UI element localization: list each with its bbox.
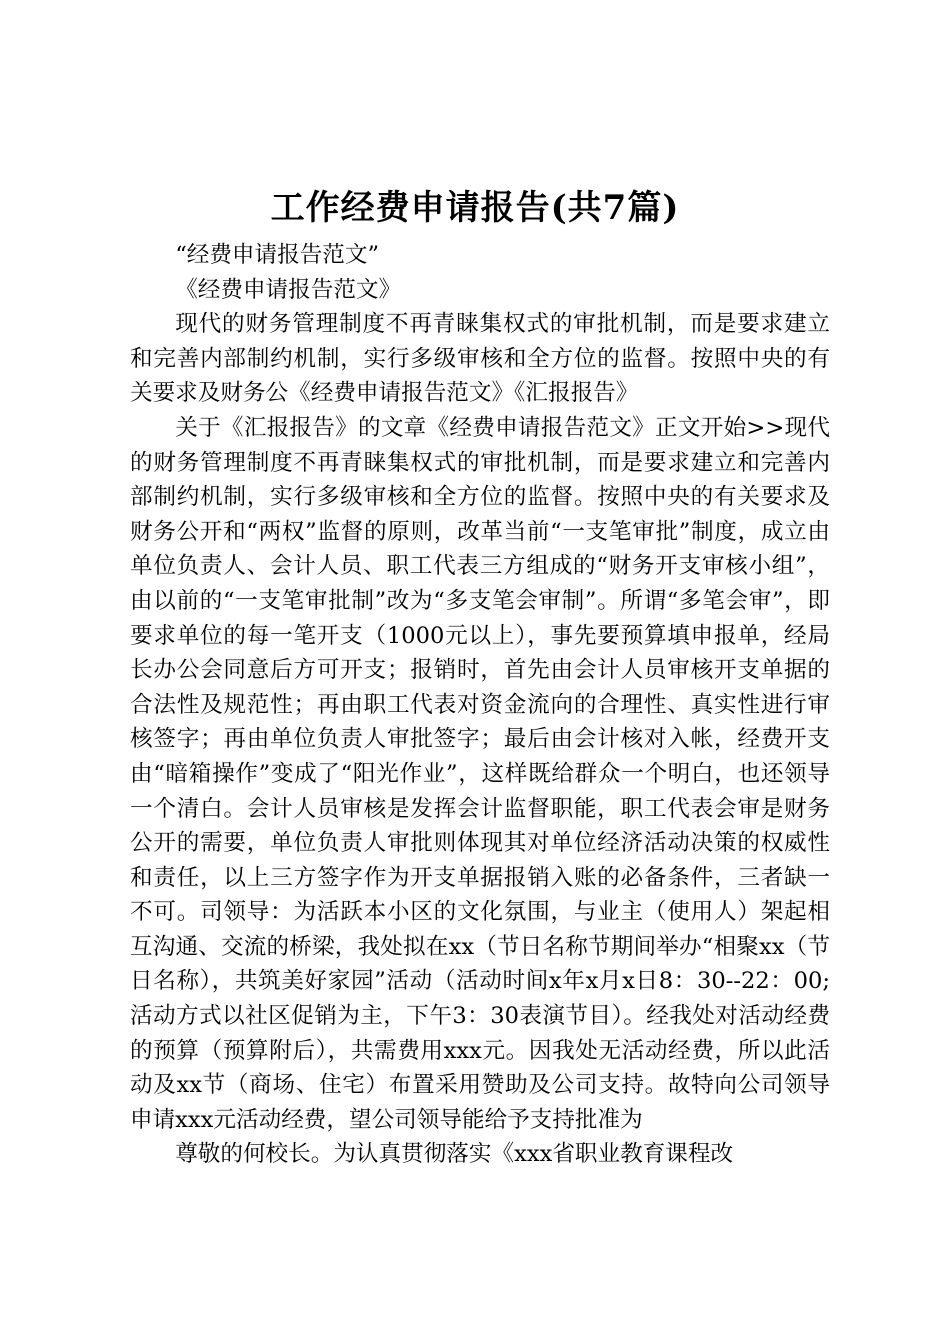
paragraph-4: 关于《汇报报告》的文章《经费申请报告范文》正文开始>>现代的财务管理制度不再青睐集权式的审批机制，而是要求建立和完善内部制约机制，实行多级审核和全方位的监督。按照中央的有关要求及财务公开和“两权”监督的原则，改革当前“一支笔审批”制度，成立由单位负责人、会计人员、职工代表三方组成的“财务开支审核小组”，由以前的“一支笔审批制”改为“多支笔会审制”。所谓“多笔会审”，即要求单位的每一笔开支（1000元以上），事先要预算填申报单，经局长办公会同意后方可开支；报销时，首先由会计人员审核开支单据的合法性及规范性；再由职工代表对资金流向的合理性、真实性进行审核签字；再由单位负责人审批签字；最后由会计核对入帐，经费开支由“暗箱操作”变成了“阳光作业”，这样既给群众一个明白，也还领导一个清白。会计人员审核是发挥会计监督职能，职工代表会审是财务公开的需要，单位负责人审批则体现其对单位经济活动决策的权威性和责任，以上三方签字作为开支单据报销入账的必备条件，三者缺一不可。司领导：为活跃本小区的文化氛围，与业主（使用人）架起相互沟通、交流的桥梁，我处拟在xx（节日名称节期间举办“相聚xx（节日名称），共筑美好家园”活动（活动时间x年x月x日8：30--22：00;活动方式以社区促销为主，下午3：30表演节目）。经我处对活动经费的预算（预算附后），共需费用xxx元。因我处无活动经费，所以此活动及xx节（商场、住宅）布置采用赞助及公司支持。故特向公司领导申请xxx元活动经费，望公司领导能给予支持批准为: [130, 414, 830, 1133]
document-body: [130, 238, 830, 1172]
paragraph-1: “经费申请报告范文”: [175, 242, 380, 268]
document-title: 工作经费申请报告(共7篇): [270, 188, 680, 228]
paragraph-5: 尊敬的何校长。为认真贯彻落实《xxx省职业教育课程改: [175, 1141, 734, 1168]
paragraph-3: 现代的财务管理制度不再青睐集权式的审批机制，而是要求建立和完善内部制约机制，实行多级审核和全方位的监督。按照中央的有关要求及财务公《经费申请报告范文》《汇报报告》: [130, 311, 830, 407]
paragraph-2: 《经费申请报告范文》: [175, 276, 402, 303]
